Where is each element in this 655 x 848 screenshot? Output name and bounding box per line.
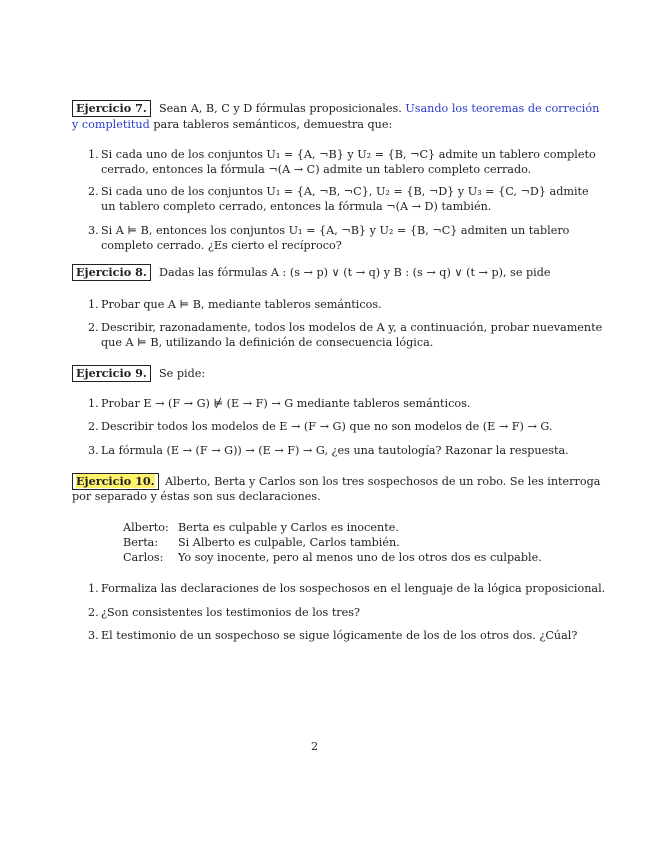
- ex10-item-1-num: 1.: [88, 582, 99, 595]
- ex7-item-1-num: 1.: [88, 148, 99, 161]
- ex8-item-2-num: 2.: [88, 321, 99, 334]
- statement-who-carlos: Carlos:: [123, 551, 164, 564]
- ex7-item-3-num: 3.: [88, 224, 99, 237]
- ex9-item-3-line1: La fórmula (E → (F → G)) → (E → F) → G, ¿es una tautología? Razonar la respuesta.: [101, 444, 569, 457]
- ex7-item-1-line1: Si cada uno de los conjuntos U₁ = {A, ¬B} y U₂ = {B, ¬C} admite un tablero completo: [101, 148, 596, 161]
- ex10-item-1-line1: Formaliza las declaraciones de los sospechosos en el lenguaje de la lógica proposicional.: [101, 582, 606, 595]
- ex9-item-2-num: 2.: [88, 420, 99, 433]
- exercise-10-intro-line2: por separado y éstas son sus declaraciones.: [72, 490, 321, 503]
- exercise-9-label: Ejercicio 9.: [72, 365, 151, 382]
- theorems-link-a[interactable]: Usando los teoremas de correción: [405, 102, 600, 115]
- exercise-7-intro: Sean A, B, C y D fórmulas proposicionales. Usando los teoremas de correción: [159, 102, 600, 115]
- ex8-item-2-line1: Describir, razonadamente, todos los modelos de A y, a continuación, probar nuevamente: [101, 321, 603, 334]
- statement-who-berta: Berta:: [123, 536, 159, 549]
- exercise-10-intro-line1: Alberto, Berta y Carlos son los tres sospechosos de un robo. Se les interroga: [165, 475, 601, 488]
- ex9-item-3-num: 3.: [88, 444, 99, 457]
- ex10-item-2-num: 2.: [88, 606, 99, 619]
- ex8-item-1-line1: Probar que A ⊨ B, mediante tableros semánticos.: [101, 298, 382, 311]
- theorems-link-b[interactable]: y completitud: [72, 118, 150, 131]
- statement-says-carlos: Yo soy inocente, pero al menos uno de los otros dos es culpable.: [178, 551, 542, 564]
- ex7-item-2-line2: un tablero completo cerrado, entonces la fórmula ¬(A → D) también.: [101, 200, 492, 213]
- ex9-item-1-line1: Probar E → (F → G) ⊭ (E → F) → G mediante tableros semánticos.: [101, 397, 471, 410]
- statement-says-alberto: Berta es culpable y Carlos es inocente.: [178, 521, 399, 534]
- ex8-item-1-num: 1.: [88, 298, 99, 311]
- ex8-item-2-line2: que A ⊨ B, utilizando la definición de consecuencia lógica.: [101, 336, 434, 349]
- ex9-item-2-line1: Describir todos los modelos de E → (F → G) que no son modelos de (E → F) → G.: [101, 420, 553, 433]
- ex7-item-2-num: 2.: [88, 185, 99, 198]
- exercise-9-intro: Se pide:: [159, 367, 206, 380]
- ex10-item-3-line1: El testimonio de un sospechoso se sigue lógicamente de los de los otros dos. ¿Cúal?: [101, 629, 578, 642]
- exercise-8-label: Ejercicio 8.: [72, 264, 151, 281]
- exercise-7-intro-cont: y completitud para tableros semánticos, demuestra que:: [72, 118, 393, 131]
- ex7-item-3-line1: Si A ⊨ B, entonces los conjuntos U₁ = {A, ¬B} y U₂ = {B, ¬C} admiten un tablero: [101, 224, 570, 237]
- statement-says-berta: Si Alberto es culpable, Carlos también.: [178, 536, 400, 549]
- ex10-item-2-line1: ¿Son consistentes los testimonios de los tres?: [101, 606, 361, 619]
- exercise-8-intro: Dadas las fórmulas A : (s → p) ∨ (t → q) y B : (s → q) ∨ (t → p), se pide: [159, 266, 551, 279]
- page-number: 2: [311, 740, 319, 753]
- ex9-item-1-num: 1.: [88, 397, 99, 410]
- ex10-item-3-num: 3.: [88, 629, 99, 642]
- exercise-7-label: Ejercicio 7.: [72, 100, 151, 117]
- statement-who-alberto: Alberto:: [123, 521, 169, 534]
- exercise-10-label: Ejercicio 10.: [72, 473, 159, 490]
- ex7-item-1-line2: cerrado, entonces la fórmula ¬(A → C) admite un tablero completo cerrado.: [101, 163, 532, 176]
- ex7-item-3-line2: completo cerrado. ¿Es cierto el recíproco?: [101, 239, 342, 252]
- ex7-item-2-line1: Si cada uno de los conjuntos U₁ = {A, ¬B, ¬C}, U₂ = {B, ¬D} y U₃ = {C, ¬D} admite: [101, 185, 589, 198]
